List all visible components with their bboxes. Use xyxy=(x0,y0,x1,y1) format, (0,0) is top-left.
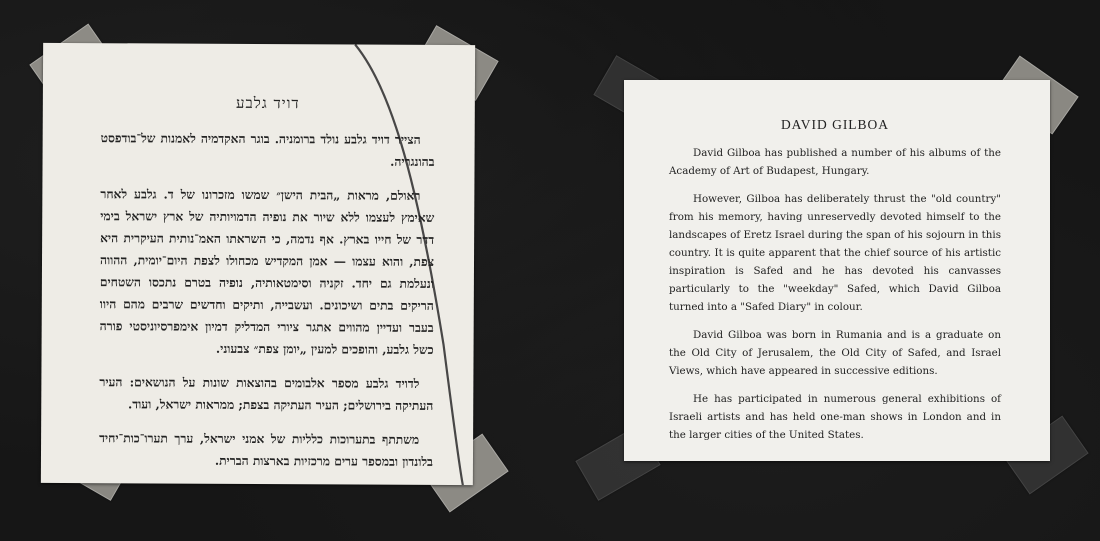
english-title: DAVID GILBOA xyxy=(780,117,890,132)
hebrew-title: דויד גלבע xyxy=(235,93,300,113)
english-text-block xyxy=(669,116,1001,454)
english-paragraph: David Gilboa has published a number of his albums of the Academy of Art of Budapest, Hungary. xyxy=(669,147,1001,177)
english-paragraph: He has participated in numerous general exhibitions of Israeli artists and has held one-man shows in London and in the larger cities of the United States. xyxy=(669,393,1001,441)
hebrew-paragraph: משתתף בתערוכות כלליות של אמני ישראל, ערך תערו־כות־יחיד בלונדון ובמספר ערים מרכזיות בארצות הברית. xyxy=(99,431,434,469)
hebrew-text-block xyxy=(99,91,435,485)
hebrew-paragraph: לדויד גלבע מספר אלבומים בהוצאות שונות על הנושאים: העיר העתיקה בירושלים; העיר העתיקה בצפת; ממראות ישראל, ועוד. xyxy=(99,375,434,413)
hebrew-paragraph: הצייר דויד גלבע נולד ברומניה. בוגר האקדמיה לאמנות של־בודפסט בהונגריה. xyxy=(100,131,435,169)
hebrew-clipping xyxy=(41,43,475,485)
english-paragraph: However, Gilboa has deliberately thrust the "old country" from his memory, having unreservedly devoted himself to the landscapes of Eretz Israel during the span of his sojourn in this country. It is quite apparent that the chief source of his artistic inspiration is Safed and he has devoted his canvasses particularly to the "weekday" Safed, which David Gilboa turned into a "Safed Diary" in colour. xyxy=(669,193,1001,313)
english-paragraph: David Gilboa was born in Rumania and is a graduate on the Old City of Jerusalem, the Old City of Safed, and Israel Views, which have appeared in successive editions. xyxy=(669,329,1001,377)
hebrew-paragraph: ראולם, מראות „הבית הישן״ שמשו מזכרונו של ד. גלבע לאחר שאימץ לעצמו ללא שיור את נופיה הדמויותיה של ארץ ישראל בימי דדר של חייו בארץ. אף נדמה, כי השראתו האמ־נותית העיקרית היא צפת, והוא עצמו — אמן המקדיש מכחולו לצפת היום־יומית, ההווה ונעלמת גם יחד. זקניה וסימטאותיה, נופיה בטרם נתכסו השטחים הריקים בתים ושיכונים. ועשבייה, ותיקים וחדשים שרבים מהם היוו בעבר ועדיין מהווים אתגר ציורי המדליק דמיון אימפרסיוניסטי פורה כשל גלבע, והופכים למעין „יומן צפת״ צבעוני. xyxy=(99,187,435,357)
english-clipping xyxy=(624,80,1050,461)
